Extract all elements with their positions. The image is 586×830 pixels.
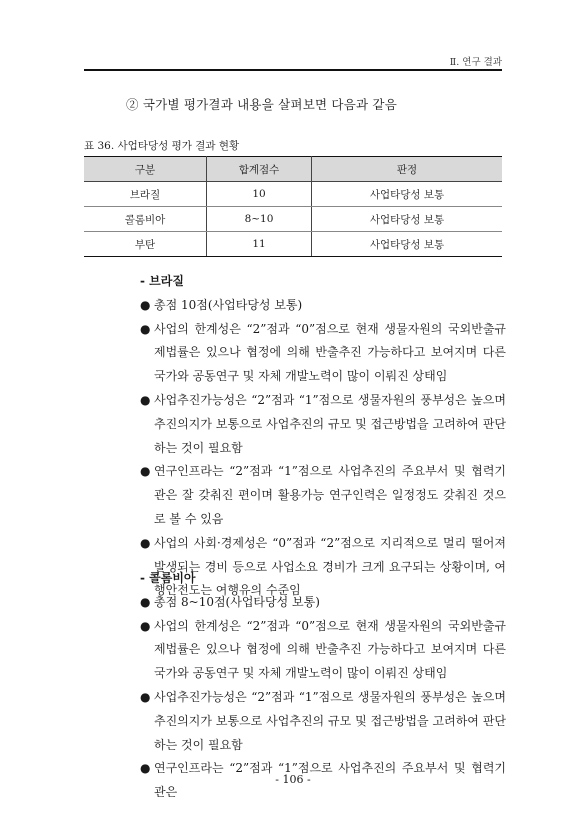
table-row (84, 207, 502, 232)
table-caption: 표 36. 사업타당성 평가 결과 현황 (84, 140, 240, 152)
header-category: 구분 (84, 157, 207, 182)
list-item-text: 연구인프라는 “2”점과 “1”점으로 사업추진의 주요부서 및 협력기관은 (154, 761, 506, 800)
list-item (140, 615, 506, 686)
list-item-text: 연구인프라는 “2”점과 “1”점으로 사업추진의 주요부서 및 협력기관은 잘 갖춰진 편이며 활용가능 연구인력은 일정정도 갖춰진 것으로 볼 수 있음 (154, 464, 506, 526)
section-title-colombia: - 콜롬비아 (140, 571, 196, 585)
cell-judgement: 사업타당성 보통 (312, 207, 503, 232)
section-title-brazil: - 브라질 (140, 274, 184, 288)
section-brazil (140, 270, 506, 603)
table-header-row (84, 157, 502, 182)
cell-score: 10 (207, 182, 312, 207)
intro-sentence: ② 국가별 평가결과 내용을 살펴보면 다음과 같음 (126, 97, 397, 112)
bullet-dot-icon: ● (140, 321, 151, 336)
list-item (140, 389, 506, 460)
list-item-text: 사업추진가능성은 “2”점과 “1”점으로 생물자원의 풍부성은 높으며 추진의지가 보통으로 사업추진의 규모 및 접근방법을 고려하여 판단하는 것이 필요함 (154, 392, 506, 455)
cell-score: 11 (207, 232, 312, 257)
cell-judgement: 사업타당성 보통 (312, 232, 503, 257)
bullet-dot-icon: ● (140, 689, 151, 704)
table-row (84, 182, 502, 207)
header-total-score: 합계점수 (207, 157, 312, 182)
list-item-text: 사업의 한계성은 “2”점과 “0”점으로 현재 생물자원의 국외반출규제법률은 있으나 협정에 의해 반출추진 가능하다고 보여지며 다른 국가와 공동연구 및 자체 개발노력이 많이 이뤄진 상태임 (154, 618, 506, 681)
cell-judgement: 사업타당성 보통 (312, 182, 503, 207)
bullet-dot-icon: ● (140, 594, 151, 609)
evaluation-table (84, 156, 502, 257)
list-item-text: 사업의 사회·경제성은 “0”점과 “2”점으로 지리적으로 멀리 떨어져 발생되는 경비 등으로 사업소요 경비가 크게 요구되는 상황이며, 여행안전도는 여행유의 수준임 (154, 535, 506, 598)
list-item-text: 총점 8~10점(사업타당성 보통) (154, 594, 320, 609)
cell-country: 브라질 (84, 182, 207, 207)
cell-score: 8~10 (207, 207, 312, 232)
bullet-dot-icon: ● (140, 392, 151, 407)
list-item (140, 591, 506, 615)
cell-country: 콜롬비아 (84, 207, 207, 232)
list-item (140, 460, 506, 531)
list-item (140, 318, 506, 389)
table-row (84, 232, 502, 257)
bullet-dot-icon: ● (140, 761, 151, 776)
running-head: Ⅱ. 연구 결과 (449, 57, 502, 68)
cell-country: 부탄 (84, 232, 207, 257)
section-colombia (140, 567, 506, 805)
bullet-dot-icon: ● (140, 535, 151, 550)
bullet-dot-icon: ● (140, 618, 151, 633)
list-item-text: 총점 10점(사업타당성 보통) (154, 297, 303, 312)
page-number: - 106 - (275, 773, 311, 786)
header-judgement: 판정 (312, 157, 503, 182)
header-rule (84, 69, 502, 71)
list-item-text: 사업추진가능성은 “2”점과 “1”점으로 생물자원의 풍부성은 높으며 추진의지가 보통으로 사업추진의 규모 및 접근방법을 고려하여 판단하는 것이 필요함 (154, 689, 506, 752)
bullet-dot-icon: ● (140, 464, 151, 479)
bullet-dot-icon: ● (140, 297, 151, 312)
list-item (140, 686, 506, 757)
list-item-text: 사업의 한계성은 “2”점과 “0”점으로 현재 생물자원의 국외반출규제법률은 있으나 협정에 의해 반출추진 가능하다고 보여지며 다른 국가와 공동연구 및 자체 개발노력이 많이 이뤄진 상태임 (154, 321, 506, 384)
list-item (140, 294, 506, 318)
